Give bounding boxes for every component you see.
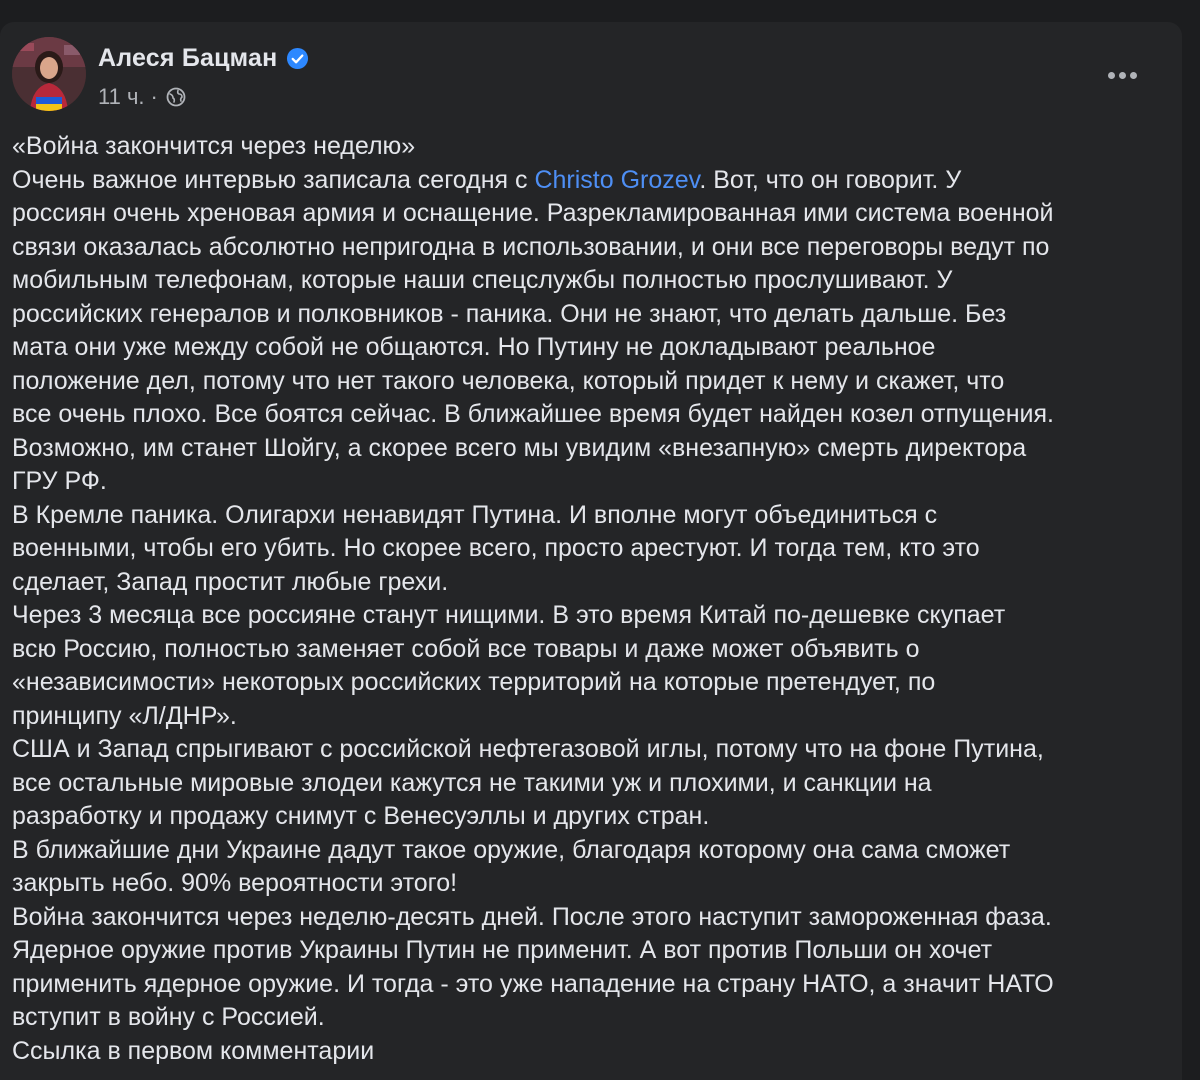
post-text-line: «Война закончится через неделю» xyxy=(12,132,416,160)
avatar-image xyxy=(12,37,86,111)
post-meta xyxy=(98,84,186,110)
post-text-line: В Кремле паника. Олигархи ненавидят Путина. И вполне могут объединиться с xyxy=(12,500,938,529)
post-text-segment: Очень важное интервью записала сегодня с xyxy=(12,165,535,194)
post-text-line: все остальные мировые злодеи кажутся не такими уж и плохими, и санкции на xyxy=(12,768,932,797)
more-options-button[interactable] xyxy=(1098,58,1146,92)
post-text-line: Через 3 месяца все россияне станут нищими. В это время Китай по-дешевке скупает xyxy=(12,601,1006,629)
post-text-line: Возможно, им станет Шойгу, а скорее всего мы увидим «внезапную» смерть директора xyxy=(12,433,1027,462)
post-text-line: военными, чтобы его убить. Но скорее всего, просто арестуют. И тогда тем, кто это xyxy=(12,534,980,562)
mention-link[interactable]: Christo Grozev xyxy=(534,165,700,194)
author-name-row xyxy=(98,44,309,73)
post-text-line: сделает, Запад простит любые грехи. xyxy=(12,567,449,596)
author-name[interactable]: Алеся Бацман xyxy=(98,44,278,72)
post-timestamp[interactable]: 11 ч. xyxy=(98,84,145,109)
avatar[interactable] xyxy=(12,37,86,111)
post-text-line: связи оказалась абсолютно непригодна в использовании, и они все переговоры ведут по xyxy=(12,232,1050,261)
post-text-line: применить ядерное оружие. И тогда - это уже нападение на страну НАТО, а значит НАТО xyxy=(12,969,1054,998)
post-text-line: США и Запад спрыгивают с российской нефтегазовой иглы, потому что на фоне Путина, xyxy=(12,735,1044,763)
post-text-line: все очень плохо. Все боятся сейчас. В ближайшее время будет найден козел отпущения. xyxy=(12,400,1054,428)
verified-badge-icon xyxy=(286,47,309,70)
post-text-line: российских генералов и полковников - паника. Они не знают, что делать дальше. Без xyxy=(12,299,1007,328)
post-text-line: Ядерное оружие против Украины Путин не применит. А вот против Польши он хочет xyxy=(12,936,993,964)
more-options-icon xyxy=(1108,72,1115,79)
post-text-line: всю Россию, полностью заменяет собой все товары и даже может объявить о xyxy=(12,634,920,663)
post-text-line xyxy=(12,164,1177,198)
post-text-line: закрыть небо. 90% вероятности этого! xyxy=(12,869,458,897)
post-text-line: В ближайшие дни Украине дадут такое оружие, благодаря которому она сама сможет xyxy=(12,835,1011,864)
post-text-line: Ссылка в первом комментарии xyxy=(12,1036,375,1065)
post-text-line: ГРУ РФ. xyxy=(12,467,107,495)
post-text-segment: . Вот, что он говорит. У xyxy=(699,165,962,194)
post-text-line: «независимости» некоторых российских территорий на которые претендует, по xyxy=(12,668,936,696)
post-text-line: мата они уже между собой не общаются. Но Путину не докладывают реальное xyxy=(12,333,936,361)
meta-separator: · xyxy=(150,84,158,109)
post-text-line: россиян очень хреновая армия и оснащение. Разрекламированная ими система военной xyxy=(12,199,1054,227)
post-text-line: вступит в войну с Россией. xyxy=(12,1003,325,1031)
post-text-line: положение дел, потому что нет такого человека, который придет к нему и скажет, что xyxy=(12,366,1005,395)
post-text-line: разработку и продажу снимут с Венесуэллы и других стран. xyxy=(12,802,710,830)
post-text-line: принципу «Л/ДНР». xyxy=(12,701,237,730)
post-text-line: Война закончится через неделю-десять дней. После этого наступит замороженная фаза. xyxy=(12,902,1052,931)
globe-icon[interactable] xyxy=(166,87,186,107)
post-text-line: мобильным телефонам, которые наши спецслужбы полностью прослушивают. У xyxy=(12,266,953,294)
post-text xyxy=(12,130,1177,1068)
